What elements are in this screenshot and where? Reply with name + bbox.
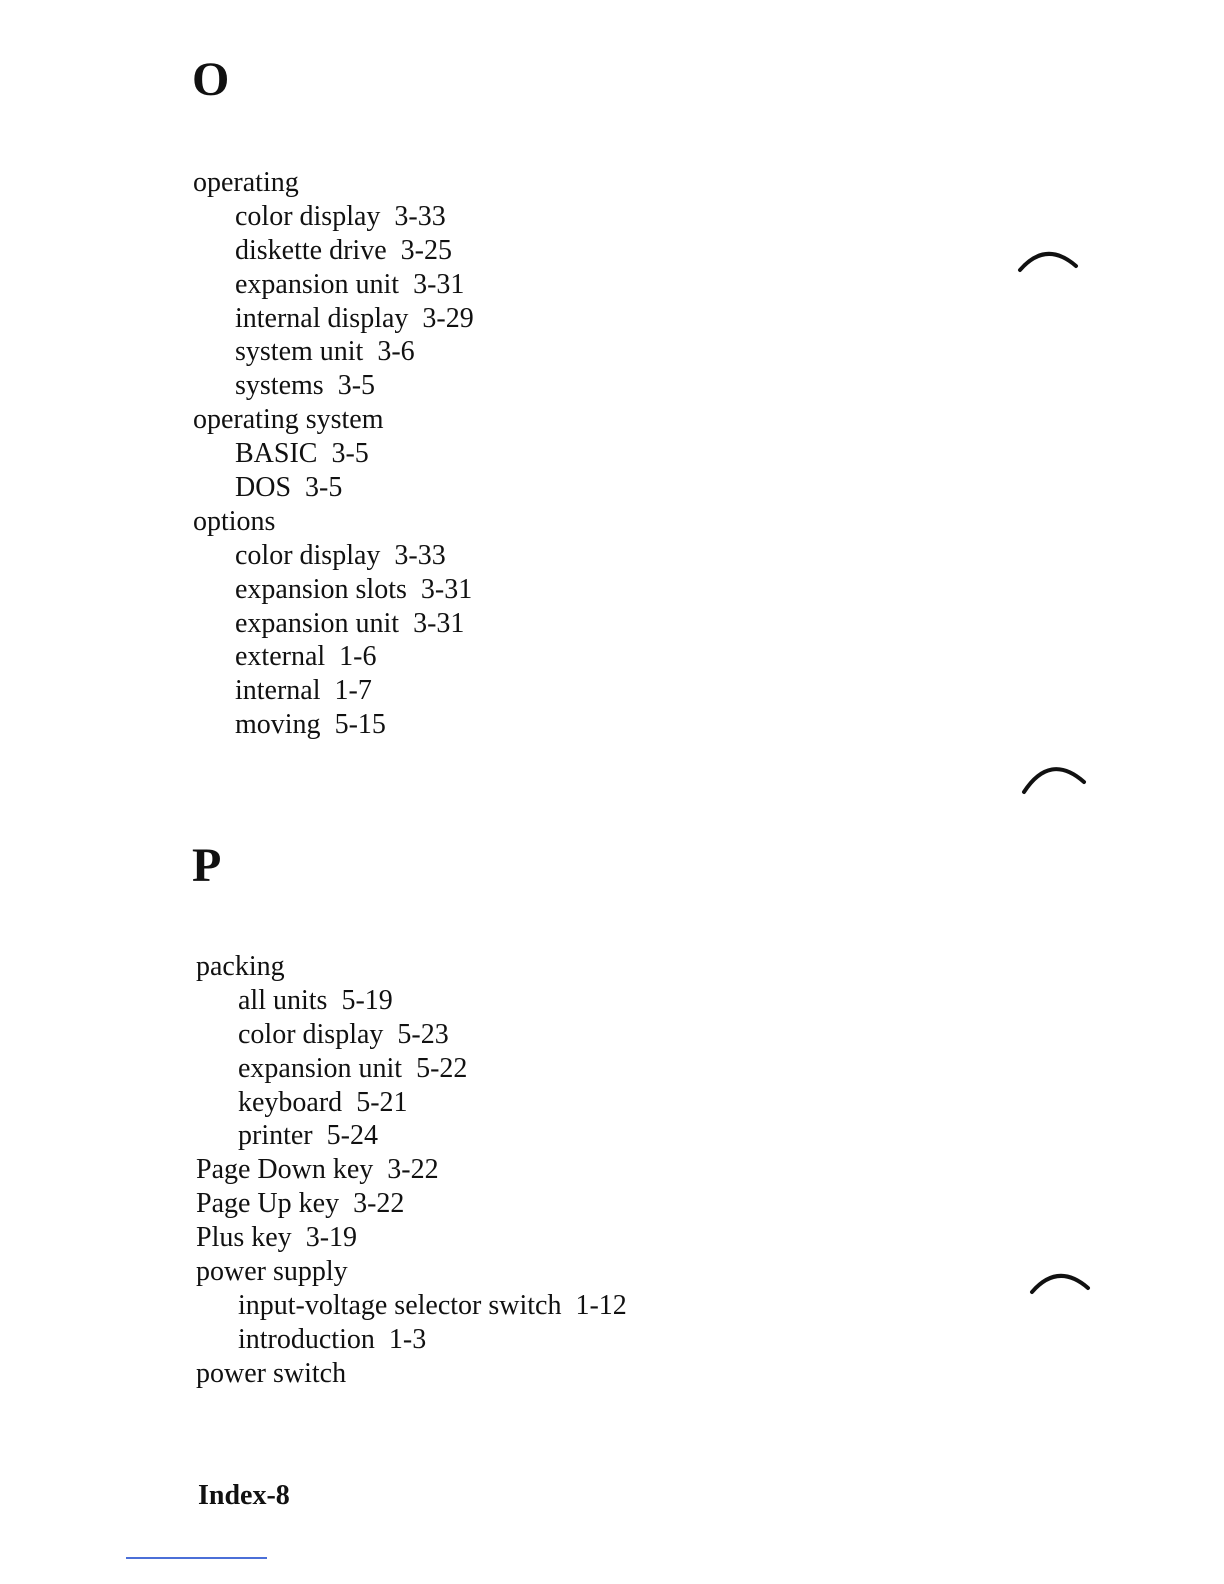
entry-page-ref: 1-3 [388,1323,427,1355]
footer-page-label: Index-8 [198,1480,290,1511]
scan-edge-line [126,1557,267,1559]
entry-page-ref: 3-31 [413,607,465,639]
index-subentry [193,607,474,641]
entry-page-ref: 5-19 [341,984,393,1016]
index-subentry [196,1289,627,1323]
entry-page-ref: 3-33 [394,539,446,571]
index-subentry [196,1052,627,1086]
entry-page-ref: 5-23 [397,1018,449,1050]
entry-page-ref: 5-15 [334,709,386,741]
entry-term: system unit [235,336,364,368]
index-subentry [196,1086,627,1120]
entry-page-ref: 1-6 [339,641,377,673]
entry-term: power supply [196,1256,348,1288]
index-subentry [193,268,474,302]
entry-term: moving [235,709,321,741]
entry-page-ref: 3-6 [377,336,415,368]
entry-page-ref: 3-19 [305,1222,358,1254]
entry-page-ref: 3-31 [413,268,465,300]
index-entry [196,1187,627,1221]
entry-page-ref: 1-7 [334,675,372,707]
entry-page-ref: 3-33 [394,200,446,232]
index-subentry [193,708,474,742]
entry-page-ref: 5-24 [326,1120,378,1152]
entry-term: Page Down key [196,1154,374,1186]
entry-term: BASIC [235,438,318,470]
entry-term: expansion unit [238,1052,403,1084]
index-entry [196,1357,627,1391]
index-subentry [193,369,474,403]
entry-page-ref: 3-25 [400,234,452,266]
entry-term: expansion unit [235,268,400,300]
index-subentry [193,471,474,505]
binder-hole-arc-middle [1020,752,1090,796]
entry-term: keyboard [238,1086,343,1118]
entry-page-ref: 5-21 [356,1086,408,1118]
entry-page-ref: 3-5 [337,370,376,402]
entry-term: all units [238,984,328,1016]
entry-term: color display [235,539,381,571]
entry-page-ref: 3-5 [331,438,369,470]
entry-term: systems [235,370,324,402]
entry-page-ref: 5-22 [416,1052,468,1084]
entry-term: packing [196,951,285,982]
entry-term: expansion unit [235,607,400,639]
entry-term: introduction [238,1323,375,1355]
entry-term: color display [235,200,381,232]
entry-page-ref: 3-29 [422,302,474,334]
index-list-o [193,166,474,742]
entry-term: Page Up key [196,1188,340,1220]
section-letter-p: P [192,839,222,892]
entry-page-ref: 3-22 [387,1154,439,1186]
index-entry [196,1221,627,1255]
index-subentry [193,640,474,674]
index-entry [193,403,474,437]
index-subentry [193,539,474,573]
entry-page-ref: 3-22 [353,1188,405,1220]
entry-term: Plus key [196,1222,292,1254]
entry-term: color display [238,1018,384,1050]
entry-page-ref: 1-12 [575,1289,627,1321]
index-entry [196,950,627,984]
binder-hole-arc-bottom [1028,1262,1094,1296]
index-subentry [196,984,627,1018]
index-subentry [196,1119,627,1153]
entry-page-ref: 3-5 [305,472,343,504]
index-subentry [193,335,474,369]
entry-term: internal [235,675,321,707]
binder-hole-arc-top [1016,240,1082,274]
index-subentry [193,674,474,708]
entry-term: external [235,641,326,673]
index-subentry [193,234,474,268]
entry-term: options [193,505,276,537]
entry-term: power switch [196,1357,347,1389]
entry-term: internal display [235,302,409,334]
index-subentry [193,200,474,234]
section-letter-o: O [192,53,230,106]
index-subentry [196,1018,627,1052]
entry-term: expansion slots [235,573,407,605]
index-entry [193,505,474,539]
index-subentry [193,302,474,336]
index-entry [196,1153,627,1187]
entry-term: input-voltage selector switch [238,1289,562,1321]
entry-term: printer [238,1120,313,1152]
entry-term: DOS [235,472,292,504]
entry-page-ref: 3-31 [420,573,473,605]
entry-term: operating [193,167,299,198]
entry-term: operating system [193,404,384,436]
index-subentry [193,437,474,471]
index-entry [196,1255,627,1289]
index-subentry [193,573,474,607]
index-entry [193,166,474,200]
index-subentry [196,1323,627,1357]
entry-term: diskette drive [235,234,387,266]
index-list-p [196,950,627,1391]
